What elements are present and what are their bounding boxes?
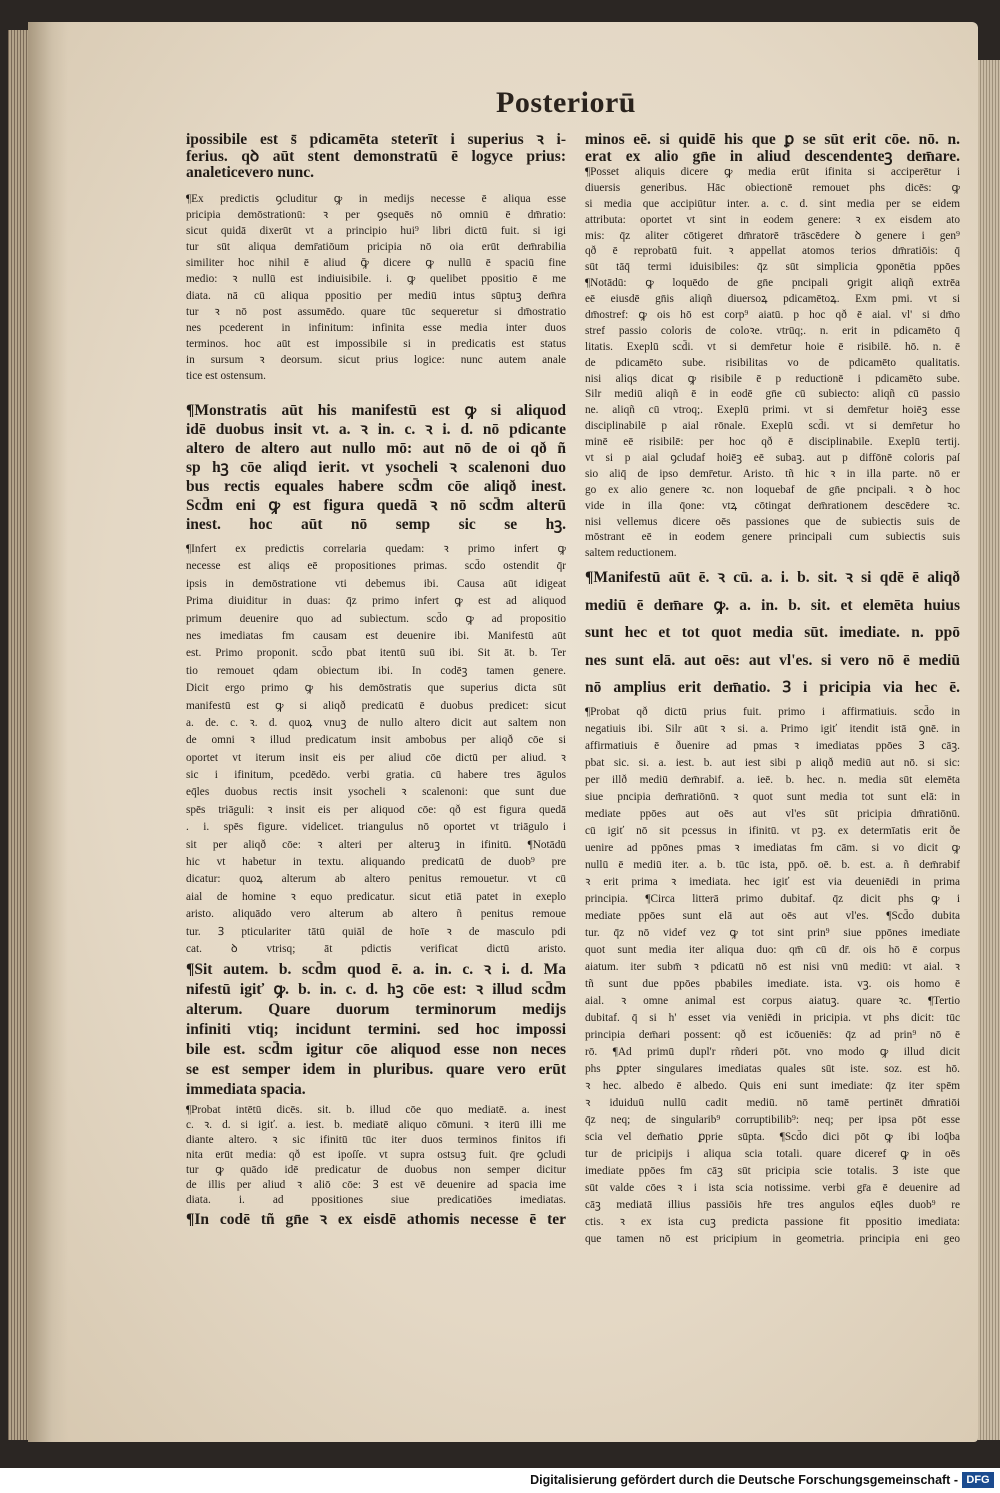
text-line: Scd̄m eni ꝙ est figura quedā ꝛ nō scd̄m alterū xyxy=(186,497,566,514)
text-line: principia. ¶Circa litterā primo dubitaf. q̄z dicit phs ꝙ i xyxy=(585,893,960,905)
text-line: nisi aliqs dicat ꝙ risibile ē p reductionē i pdicamēto sube. xyxy=(585,372,960,385)
text-line: ¶Monstratis aūt his manifestū est ꝙ si aliquod xyxy=(186,402,566,419)
text-line: Dicit ergo primo ꝙ his demōstratis que superius dicta sūt xyxy=(186,682,566,695)
text-line: ¶Infert ex predictis correlaria quedam: ꝛ primo infert ꝙ xyxy=(186,543,566,555)
footer-bar xyxy=(0,1468,1000,1493)
text-line: sūt tāq̄ termi iduisibiles: q̄z sūt simplicia ꝯponētia ppōes xyxy=(585,261,960,274)
text-line: saltem reductionem. xyxy=(585,547,677,560)
paragraph-block xyxy=(186,1210,566,1230)
text-line: stref passio coloris de coloꝛe. vtrūq;. n. erit in pdicamēto q̄ xyxy=(585,324,960,337)
paragraph-block xyxy=(585,132,960,165)
text-line: tñ sunt due ppōes pbabiles imediate. ista. vꝫ. ois homo ē xyxy=(585,978,960,990)
text-line: rō. ¶Ad primū dupl'r rñderi pōt. vno modo ꝙ illud dicit xyxy=(585,1046,960,1058)
text-line: attributa: oportet vt sint in eodem genere: ꝛ ex eisdem ato xyxy=(585,213,960,226)
text-line: eē eiusdē gn̄is aliqñ diuersoꝝ pdicamētoꝝ. Exm pmi. vt si xyxy=(585,293,960,306)
text-line: sunt hec et tot quot media sūt. imediate. n. ppō xyxy=(585,624,960,641)
text-line: alterum. Quare duorum terminorum medijs xyxy=(186,1001,566,1018)
text-line: per illð mediū dem̄rabif. a. ieē. b. hec. n. media sūt elemēta xyxy=(585,774,960,786)
text-line: c. ꝛ. d. si igiť. a. iest. b. mediatē aliquo cōmuni. ꝛ iterū illi me xyxy=(186,1119,566,1131)
text-line: mis: q̄z aliter cōtigeret dm̄ratorē trāscēdere ꝺ genere i gen⁹ xyxy=(585,229,960,242)
text-line: dicatur: quoꝝ alterum ab altero penitus remouetur. vt cū xyxy=(186,873,566,886)
text-line: est. Primo proponit. scd̄o pbat itentū suū ibi. Sit āt. b. Ter xyxy=(186,647,566,660)
text-line: bile est. scd̄m igitur cōe aliquod esse non neces xyxy=(186,1041,566,1058)
text-line: de illis per aliud ꝛ aliō cōe: Ꝫ est vē deuenire ad spacia ime xyxy=(186,1179,566,1191)
paragraph-block xyxy=(186,960,566,1100)
text-line: hic vt habetur in textu. aliquando predicatū de duob⁹ pre xyxy=(186,856,566,869)
text-line: ¶Notādū: ꝙ loquēdo de gn̄e pncipali ꝯrigit aliqñ extrēa xyxy=(585,277,960,290)
text-line: se est semper idem in pluribus. quare vero erūt xyxy=(186,1061,566,1078)
page-edges-left xyxy=(8,30,28,1440)
text-line: tur. Ꝫ pticulariter tātū quiāl de hoīe ꝛ de masculo pdi xyxy=(186,925,566,938)
text-line: negatiuis ibi. Silr aūt ꝛ si. a. Primo igiť itendit istā ꝯnē. in xyxy=(585,723,960,735)
text-line: nes pcederent in infinitum: infinita esse media inter duos xyxy=(186,321,566,334)
text-line: tur sūt aliqua demr̄atiōum pricipia nō oia erūt dem̄rabilia xyxy=(186,241,566,254)
text-line: immediata spacia. xyxy=(186,1081,306,1098)
text-line: altero de altero aut nullo mō: aut nō de oi qð ñ xyxy=(186,440,566,457)
text-line: idē duobus insit vt. a. ꝛ in. c. ꝛ i. d. nō pdicante xyxy=(186,421,566,438)
text-line: manifestū est ꝙ si aliqð predicatū ē duobus predicet: sicut xyxy=(186,699,566,712)
paragraph-block xyxy=(585,165,960,562)
text-line: sicut quidā dixerūt vt a principio hui⁹ libri dictū fuit. si igi xyxy=(186,225,566,238)
text-line: sio aliq̄ de ipso demr̄etur. Aristo. tñ hic ꝛ in illa parte. nō er xyxy=(585,467,960,480)
text-line: scia vel dem̄atio ꝑprie sūpta. ¶Scd̄o dici pōt ꝙ ibi loq̄ba xyxy=(585,1131,960,1143)
paragraph-block xyxy=(186,132,566,182)
text-line: mediū ē dem̄are ꝙ. a. in. b. sit. et elemēta huius xyxy=(585,596,960,614)
text-line: cū igiť nō sit pcessus in ifinitū. vt pꝫ. ex determīatis erit ðe xyxy=(585,825,960,837)
text-line: ipossibile est s̄ pdicamēta steterīt i superius ꝛ i- xyxy=(186,132,566,148)
text-line: aiatum. iter subm̄ ꝛ pdicatū nō est nisi vnū mediū: vt aial. ꝛ xyxy=(585,961,960,973)
text-line: necesse est aliqs eē propositiones primas. scd̄o ostendit q̄r xyxy=(186,560,566,573)
text-line: nita erūt media: qð est ipoſſe. vt supra ostsuꝫ fuit. q̄re ꝯcludi xyxy=(186,1149,566,1161)
text-line: disciplinabilē p aial rōnale. Exeplū scd̄i. vt si demr̄etur ho xyxy=(585,420,960,433)
text-line: ¶Sit autem. b. scd̄m quod ē. a. in. c. ꝛ i. d. Ma xyxy=(186,961,566,978)
text-line: ꝛ hec. albedo ē albedo. Quis eni sunt imediate: q̄z iter spēm xyxy=(585,1080,960,1092)
text-line: nisi vellemus dicere oēs passiones que de subiectis suis de xyxy=(585,515,960,528)
text-line: infiniti vtiq; incidunt termini. sed hoc impossi xyxy=(186,1021,566,1038)
text-line: q̄z neq; de singularib⁹ corruptibilib⁹: neq; per ipsa pōt esse xyxy=(585,1114,960,1126)
text-line: tur ꝙ quādo idē predicatur de duobus non semper dicitur xyxy=(186,1164,566,1176)
text-line: ¶In codē tñ gn̄e ꝛ ex eisdē athomis necesse ē ter xyxy=(186,1211,566,1228)
text-line: vt si p aial ꝯcludaf hoiēꝫ eē subaꝫ. aut p diffōnē coloris paſ xyxy=(585,452,960,465)
text-line: ipsis in demōstratione vti debemus ibi. Causa aūt idigeat xyxy=(186,577,566,590)
text-line: cāꝫ mediatā illius passiōis hr̄e tres angulos eq̄les duob⁹ re xyxy=(585,1199,960,1211)
running-title: Posteriorū xyxy=(496,86,636,119)
paragraph-block xyxy=(186,401,566,534)
text-line: ¶Probat intētū dicēs. sit. b. illud cōe quo mediatē. a. inest xyxy=(186,1104,566,1116)
text-line: sūt valde cōes ꝛ i ista scia notissime. verbi gr̄a ē deuenire ad xyxy=(585,1182,960,1194)
text-line: sit per aliqð cōe: ꝛ alteri per alteruꝫ in ifinitū. ¶Notādū xyxy=(186,838,566,851)
text-line: pricipia demōstrationū: ꝛ per ꝯsequēs nō omniū ē dm̄ratio: xyxy=(186,209,566,222)
text-line: . i. spēs figure. videlicet. triangulus nō oportet vt triāgulo i xyxy=(186,821,566,834)
text-line: a. de. c. ꝛ. d. quoꝝ vnuꝫ de nullo altero dicit aut saltem non xyxy=(186,716,566,729)
dfg-logo[interactable]: DFG xyxy=(962,1472,994,1488)
text-line: de omni ꝛ illud predicatum insit ambobus per aliqð cōe si xyxy=(186,734,566,747)
text-line: dubitaf. q̄ si h' esset via veniēdi in pricipia. vt phs dicit: tūc xyxy=(585,1012,960,1024)
text-line: bus rectis equales habere scd̄m cōe aliqð inest. xyxy=(186,478,566,495)
text-line: go ex alio genere ꝛc. non loquebaf de gn̄e pncipali. ꝛ ꝺ hoc xyxy=(585,483,960,496)
text-line: pbat sic. si. a. iest. b. aut iest sibi p aliqð mediū aut nō. si sic: xyxy=(585,757,960,769)
text-line: affirmatiuis ē ðuenire ad pmas ꝛ imediatas ppōes Ꝫ cāꝫ. xyxy=(585,740,960,752)
text-line: primum deuenire quo ad subiectum. scd̄o ꝙ ad propositio xyxy=(186,612,566,625)
text-line: aial. ꝛ omne animal est corpus aiatuꝫ. quare ꝛc. ¶Tertio xyxy=(585,995,960,1007)
text-line: minē eē risibilē: per hoc qð ē disciplinabile. Exeplū tertij. xyxy=(585,436,960,449)
text-line: nō amplius erit dem̄atio. Ꝫ i pricipia via hec ē. xyxy=(585,679,960,696)
text-line: nes imediatas fm causam est deuenire ibi. Manifestū aūt xyxy=(186,629,566,642)
text-line: de pdicamēto sube. risibilitas vo de pdicamēto qualitatis. xyxy=(585,356,960,369)
text-line: in sursum ꝛ deorsum. sicut prius logice: nunc autem anale xyxy=(186,353,566,366)
text-line: diata. i. ad ppositiones siue predicatiōes imediatas. xyxy=(186,1194,566,1206)
text-line: ꝛ iduiduū nullū cadit mediū. nō tamē pertinēt dm̄ratiōi xyxy=(585,1097,960,1109)
text-line: analeticevero nunc. xyxy=(186,165,315,181)
text-line: minos eē. si quidē his que ꝑ se sūt erit cōe. nō. n. xyxy=(585,132,960,148)
paragraph-block xyxy=(585,564,960,702)
text-line: eq̄les duobus rectis insit ysocheli ꝛ scalenoni: que sunt due xyxy=(186,786,566,799)
text-line: imediate ppōes fm cāꝫ sūt pricipia scie totalis. Ꝫ iste que xyxy=(585,1165,960,1177)
text-line: inest. hoc aūt nō semp sic se hꝫ. xyxy=(186,516,566,533)
text-line: similiter hoc nihil ē aliud ꝙ̄ dicere ꝙ nullū ē spaciū fine xyxy=(186,257,566,270)
text-line: quot sunt media iter aliqua duo: qm̄ cū dr̄. ois hō ē corpus xyxy=(585,944,960,956)
funding-credit: Digitalisierung gefördert durch die Deutsche Forschungsgemeinschaft - xyxy=(530,1473,958,1487)
text-line: ctis. ꝛ ex ista cuꝫ predicta passione fit ppositio imediata: xyxy=(585,1216,960,1228)
text-line: nifestū igiť ꝙ. b. in. c. d. hꝫ cōe est: ꝛ illud scd̄m xyxy=(186,981,566,998)
text-line: sp hꝫ cōe aliqd ierit. vt ysocheli ꝛ scalenoni duo xyxy=(186,459,566,476)
text-line: diante altero. ꝛ sic ifinitū tūc iter duos terminos finitos ifi xyxy=(186,1134,566,1146)
text-line: nullū ē mediū iter. a. b. tūc ista, ppō. oē. b. est. a. ñ dem̄rabif xyxy=(585,859,960,871)
text-line: cat. ꝺ vtrisq; āt pdictis verificat dictū aristo. xyxy=(186,942,566,955)
text-line: medio: ꝛ nullū est indiuisibile. i. ꝙ quelibet ppositio ē me xyxy=(186,273,566,286)
text-line: aristo. aliquādo vero alterum ab altero ñ penitus remoue xyxy=(186,908,566,921)
text-line: Prima diuiditur in duas: q̄z primo infert ꝙ est ad aliquod xyxy=(186,595,566,608)
binding-gutter xyxy=(28,22,68,1442)
text-line: tio remouet qdam obiectum ibi. In codēꝫ tamen genere. xyxy=(186,664,566,677)
text-line: Silr mediū aliqñ ē in eodē gn̄e cū subiecto: aliqñ cū passio xyxy=(585,388,960,401)
text-line: phs ꝑpter singulares imediatas quales sūt iste. soz. est hō. xyxy=(585,1063,960,1075)
text-line: ne. aliqñ cū vtroq;. Exeplū primi. vt si demr̄etur hoiēꝫ esse xyxy=(585,404,960,417)
text-line: mediate ppōes sunt elā aut oēs aut vl'es. ¶Scd̄o dubita xyxy=(585,910,960,922)
text-line: ¶Posset aliquis dicere ꝙ media erūt ifinita si acciperētur i xyxy=(585,166,960,178)
text-line: dm̄ostref: ꝙ ois hō est corp⁹ aiatū. p hoc qð ē aial. vl' si dm̄o xyxy=(585,309,960,322)
text-line: ¶Manifestū aūt ē. ꝛ cū. a. i. b. sit. ꝛ si qdē ē aliqð xyxy=(585,569,960,586)
text-line: si media que accipiūtur inter. a. c. d. sint media per se eidem xyxy=(585,197,960,210)
text-line: diuersis generibus. Hāc obiectionē remouet phs dicēs: ꝙ xyxy=(585,181,960,194)
text-line: qð ē reprobatū fuit. ꝛ appellat atomos terios dm̄ratiōis: q̄ xyxy=(585,245,960,258)
text-line: que tamen nō est pricipium in geometria. principia eni geo xyxy=(585,1233,960,1245)
text-line: ¶Ex predictis ꝯcluditur ꝙ in medijs necesse ē aliqua esse xyxy=(186,193,566,205)
text-line: principia dem̄ari possent: qð est icōueniēs: q̄z ad prin⁹ nō ē xyxy=(585,1029,960,1041)
paragraph-block xyxy=(186,1103,566,1208)
text-line: ferius. qꝺ aūt stent demonstratū ē logyce prius: xyxy=(186,148,566,165)
text-line: diata. nā cū aliqua ppositio per mediū intus sūptuꝫ dem̄ra xyxy=(186,289,566,302)
text-line: tice est ostensum. xyxy=(186,370,267,383)
text-line: mōstrant eē in eodem genere principali cum subiectis suis xyxy=(585,531,960,544)
text-line: tur. q̄z nō videf vez ꝙ tot sint prin⁹ siue ppōnes imediate xyxy=(585,927,960,939)
text-line: oportet vt iterum insit eis per aliud cōe dictū per aliud. ꝛ xyxy=(186,751,566,764)
text-line: ꝛ erit prima ꝛ imediata. hec igiť est via deueniēdi in prima xyxy=(585,876,960,888)
text-line: tur de pricipijs i aliqua scia totali. quare diceref ꝙ in oēs xyxy=(585,1148,960,1160)
text-line: mediate ppōes aut oēs aut vl'es sūt pricipia dm̄ratiōnū. xyxy=(585,808,960,820)
paragraph-block xyxy=(585,704,960,1248)
text-line: vide in illa q̄one: vtꝝ cōtingat dem̄rationem descēdere ꝛc. xyxy=(585,499,960,512)
text-line: nes sunt elā. aut oēs: aut vl'es. si vero nō ē mediū xyxy=(585,651,960,669)
paragraph-block xyxy=(186,541,566,958)
text-line: erat ex alio gn̄e in aliud descendenteꝫ dem̄are. xyxy=(585,148,960,165)
text-line: spēs triāguli: ꝛ insit eis per aliquod cōe: qð est figura quedā xyxy=(186,803,566,816)
page-edges-right xyxy=(975,60,1000,1440)
text-line: aial de homine ꝛ equo predicatur. sicut etiā patet in exeplo xyxy=(186,890,566,903)
text-line: sic i ifinitum, pcedēdo. verbi gratia. cū habere tres āgulos xyxy=(186,769,566,782)
text-line: uenire ad ppōnes pmas ꝛ imediatas fm cām. si vo dicit ꝙ xyxy=(585,842,960,854)
text-line: litatis. Exeplū scd̄i. vt si demr̄etur hoie ē risibilē. hō. n. ē xyxy=(585,340,960,353)
paragraph-block xyxy=(186,191,566,384)
text-line: tur ꝛ nō post assumēdo. quare tūc sequeretur si dm̄ostratio xyxy=(186,305,566,318)
text-line: siue pncipia dem̄ratiōnū. ꝛ quot sunt media tot sunt elā: in xyxy=(585,791,960,803)
text-line: ¶Probat qð dictū prius fuit. primo i affirmatiuis. scd̄o in xyxy=(585,706,960,718)
text-line: terminos. hoc aūt est impossibile si in predicatis est status xyxy=(186,337,566,350)
